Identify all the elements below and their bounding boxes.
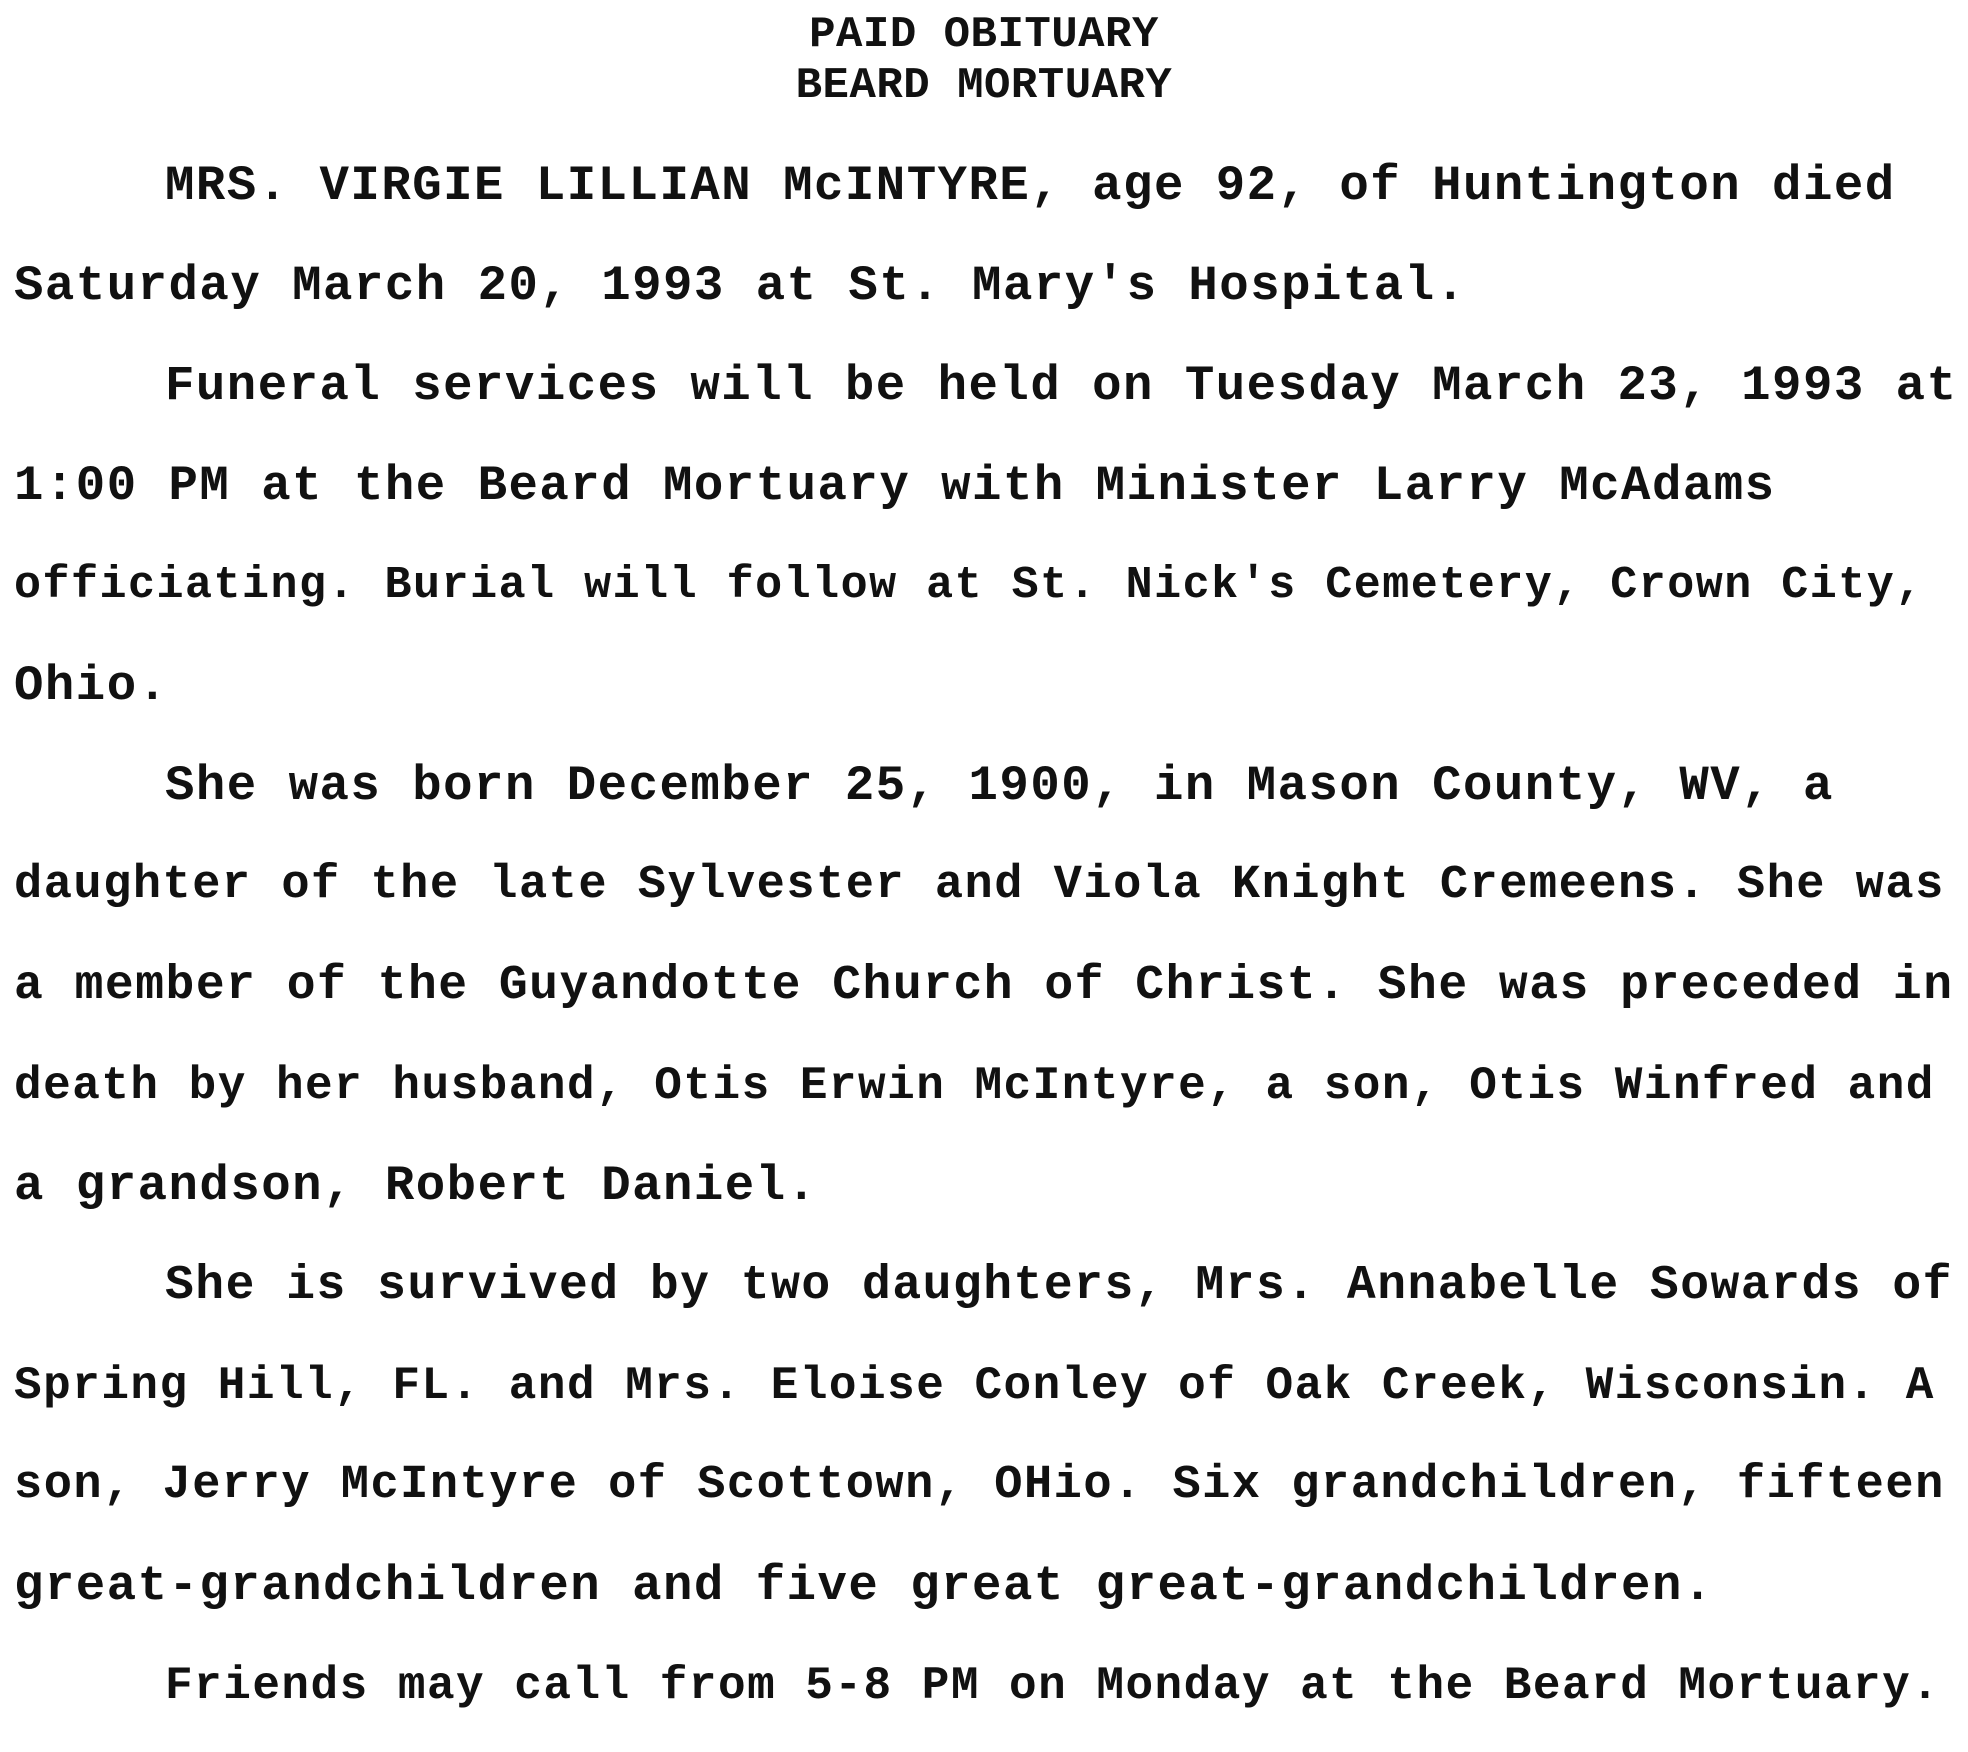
text-line: a grandson, Robert Daniel. xyxy=(14,1158,818,1214)
text-line: MRS. VIRGIE LILLIAN McINTYRE, age 92, of Huntington died xyxy=(165,158,1896,214)
text-line: a member of the Guyandotte Church of Christ. She was preceded in xyxy=(14,959,1954,1013)
text-line: daughter of the late Sylvester and Viola Knight Cremeens. She was xyxy=(14,859,1945,912)
heading-line-1: PAID OBITUARY xyxy=(809,10,1159,60)
text-line: She is survived by two daughters, Mrs. Annabelle Sowards of xyxy=(165,1259,1953,1313)
heading-line-2: BEARD MORTUARY xyxy=(795,61,1173,111)
text-line: 1:00 PM at the Beard Mortuary with Minister Larry McAdams xyxy=(14,458,1776,514)
text-line: Saturday March 20, 1993 at St. Mary's Hospital. xyxy=(14,258,1467,314)
text-line: Friends may call from 5-8 PM on Monday at the Beard Mortuary. xyxy=(165,1660,1941,1712)
text-line: death by her husband, Otis Erwin McIntyre, a son, Otis Winfred and xyxy=(14,1060,1935,1112)
text-line: She was born December 25, 1900, in Mason County, WV, a xyxy=(165,758,1834,814)
text-line: son, Jerry McIntyre of Scottown, OHio. Six grandchildren, fifteen xyxy=(14,1459,1945,1512)
text-line: Spring Hill, FL. and Mrs. Eloise Conley of Oak Creek, Wisconsin. A xyxy=(14,1360,1935,1412)
text-line: great-grandchildren and five great great-grandchildren. xyxy=(14,1558,1714,1614)
text-line: Funeral services will be held on Tuesday March 23, 1993 at xyxy=(165,358,1958,414)
text-line: Ohio. xyxy=(14,658,169,714)
text-line: officiating. Burial will follow at St. Nick's Cemetery, Crown City, xyxy=(14,560,1924,611)
